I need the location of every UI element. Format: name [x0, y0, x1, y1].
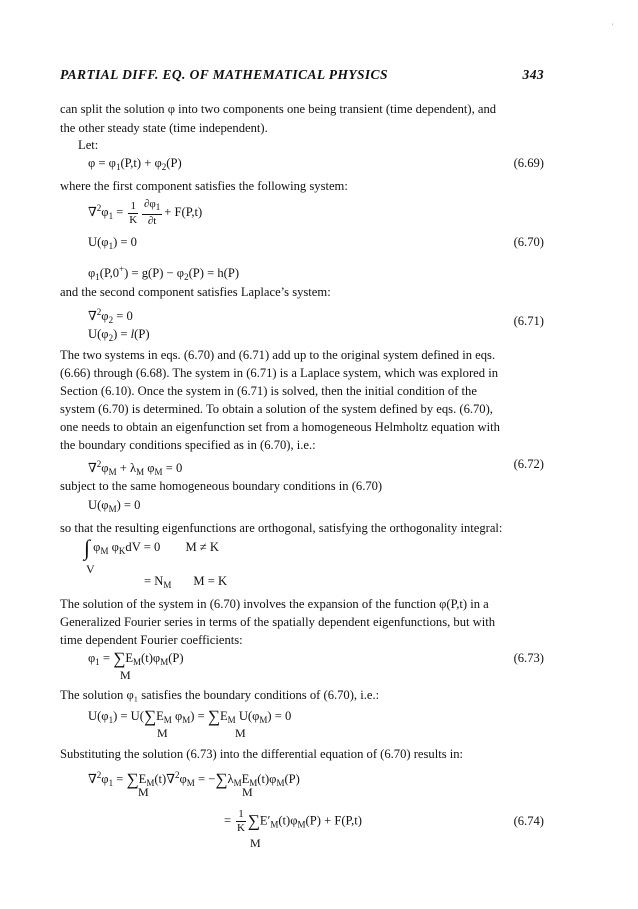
paragraph-line: and the second component satisfies Laplace’s system:	[60, 285, 331, 299]
paragraph-line: subject to the same homogeneous boundary conditions in (6.70)	[60, 479, 383, 493]
paragraph-line: The solution φ₁ satisfies the boundary conditions of (6.70), i.e.:	[60, 688, 380, 702]
equation-6-72: $\nabla^2\varphi_M + \lambda_M$ $\varphi_M = 0$	[88, 459, 183, 477]
equation-label: (6.73)	[513, 651, 544, 665]
sum-index: M	[235, 726, 246, 740]
paragraph-line: so that the resulting eigenfunctions are orthogonal, satisfying the orthogonality integral:	[60, 521, 503, 535]
paragraph-line: Section (6.10). Once the system in (6.71) is solved, then the initial condition of the	[60, 384, 477, 398]
sum-index: M	[120, 668, 131, 682]
sum-index: M	[250, 836, 261, 850]
equation-bc-expansion: $U(\varphi_1) = U(\sum E_M$ $\varphi_M) = \sum E_M$ $U(\varphi_M) = 0$	[88, 707, 292, 726]
running-header	[60, 67, 544, 87]
equation-6-73: $\varphi_1 = \sum E_M(t)\varphi_M(P)$	[88, 649, 184, 668]
paragraph-line: Substituting the solution (6.73) into the differential equation of (6.70) results in:	[60, 747, 464, 761]
paragraph-line: the other steady state (time independent).	[60, 121, 268, 135]
equation-6-71-laplace: $\nabla^2\varphi_2 = 0$	[88, 307, 133, 325]
equation-6-70-bc: $U(\varphi_1) = 0$	[88, 235, 137, 251]
orthogonality-norm: = $N_M$ M = K	[144, 574, 228, 590]
paragraph-line: (6.66) through (6.68). The system in (6.71) is a Laplace system, which was explored in	[60, 366, 499, 380]
page-number: 343	[522, 67, 544, 82]
paragraph-line: Generalized Fourier series in terms of the spatially dependent eigenfunctions, but with	[60, 615, 496, 629]
equation-label: (6.72)	[513, 457, 544, 471]
equation-6-70-heat: $\nabla^2\varphi_1$ = $\frac{1}{K}$ $\frac{\partial\varphi_1}{\partial t}$ + F(P,t)	[88, 198, 203, 227]
paragraph-line: where the first component satisfies the following system:	[60, 179, 348, 193]
equation-bc-eigen: $U(\varphi_M) = 0$	[88, 498, 141, 514]
paragraph-line: one needs to obtain an eigenfunction set from a homogeneous Helmholtz equation with	[60, 420, 500, 434]
equation-6-71-bc: $U(\varphi_2) = l(P)$	[88, 327, 150, 343]
paragraph-line: time dependent Fourier coefficients:	[60, 633, 243, 647]
corner-mark: '	[612, 22, 614, 31]
equation-6-70-ic: $\varphi_1(P,0^+) = g(P) - \varphi_2(P) = h(P)$	[88, 264, 240, 282]
sum-index: M	[242, 785, 253, 799]
paragraph-line: can split the solution φ into two components one being transient (time dependent), and	[60, 102, 497, 116]
paragraph-line: the boundary conditions specified as in (6.70), i.e.:	[60, 438, 316, 452]
header-title: PARTIAL DIFF. EQ. OF MATHEMATICAL PHYSICS	[60, 67, 388, 82]
equation-substitution: $\nabla^2\varphi_1 = \sum E_M(t)\nabla^2\varphi_M = -\sum\lambda_ME_M(t)\varphi_M(P)$	[88, 770, 300, 789]
equation-6-69: $\varphi = \varphi_1(P,t) + \varphi_2(P)$	[88, 156, 182, 172]
orthogonality-integral: ∫ $\varphi_M$ $\varphi_KdV = 0$ M ≠ K	[84, 535, 219, 560]
equation-label: (6.69)	[513, 156, 544, 170]
equation-label: (6.70)	[513, 235, 544, 249]
integral-domain: V	[86, 562, 95, 576]
sum-index: M	[138, 785, 149, 799]
paragraph-line: The two systems in eqs. (6.70) and (6.71) add up to the original system defined in eqs.	[60, 348, 496, 362]
paragraph-line: system (6.70) is determined. To obtain a solution of the system defined by eqs. (6.70),	[60, 402, 493, 416]
paragraph-line: The solution of the system in (6.70) involves the expansion of the function φ(P,t) in a	[60, 597, 489, 611]
equation-6-74: = $\frac{1}{K}$ $\sum E'_M(t)\varphi_M(P) + F(P,t)$	[224, 808, 362, 834]
let-label: Let:	[78, 138, 99, 152]
sum-index: M	[157, 726, 168, 740]
equation-label: (6.74)	[513, 814, 544, 828]
equation-label: (6.71)	[513, 314, 544, 328]
